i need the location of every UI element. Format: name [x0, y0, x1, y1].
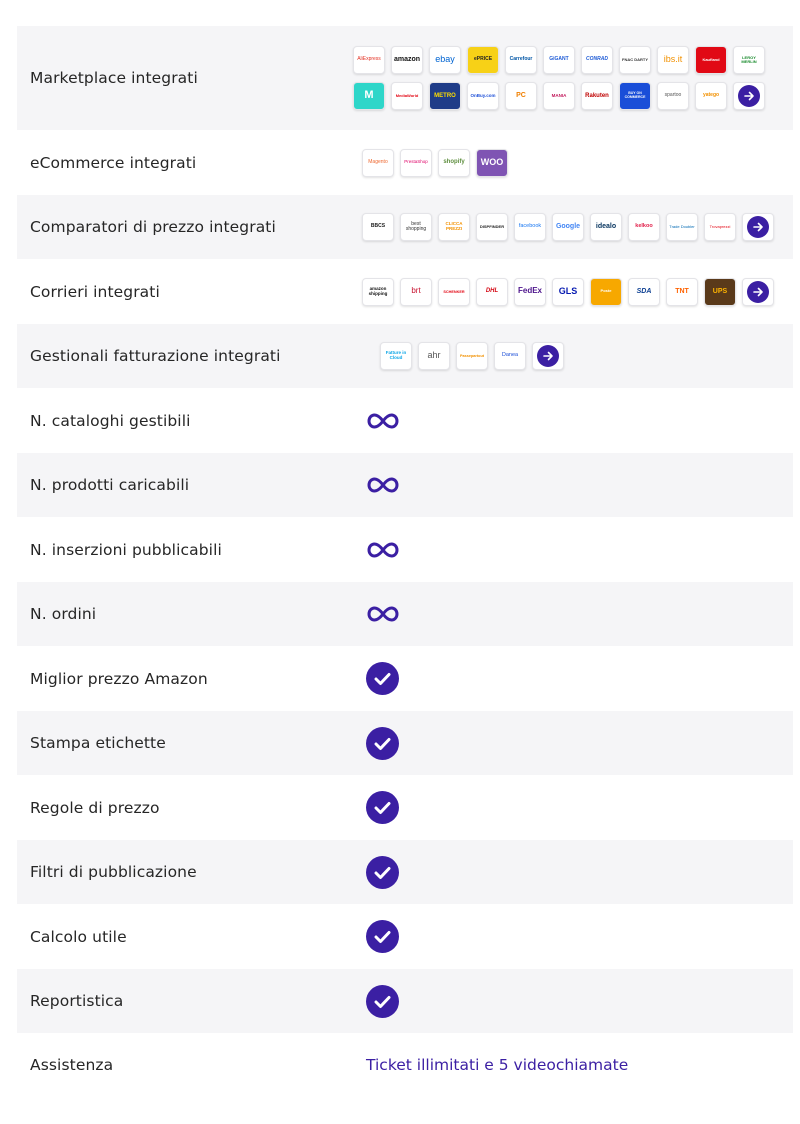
schenker-logo: SCHENKER: [438, 278, 470, 306]
infinity-icon: [366, 541, 400, 559]
aliexpress-logo: AliExpress: [353, 46, 385, 74]
marketplace-logos: [353, 46, 793, 110]
row-comparatori: [17, 195, 793, 259]
features-table: [17, 26, 793, 1097]
marketplace-more-button[interactable]: [733, 82, 765, 110]
row-label: Calcolo utile: [30, 927, 127, 946]
spartoo-logo: spartoo: [657, 82, 689, 110]
shopify-logo: shopify: [438, 149, 470, 177]
row-assistenza: [17, 1033, 793, 1097]
arrow-right-icon: [738, 85, 760, 107]
row-inserzioni: [17, 517, 793, 582]
facebook-logo: facebook: [514, 213, 546, 241]
row-prodotti: [17, 453, 793, 517]
row-label: Miglior prezzo Amazon: [30, 669, 208, 688]
dhl-logo: DHL: [476, 278, 508, 306]
arrow-right-icon: [537, 345, 559, 367]
row-gestionali: [17, 324, 793, 388]
row-stampa: [17, 711, 793, 775]
best-shopping-logo: best shopping: [400, 213, 432, 241]
row-label: N. ordini: [30, 605, 97, 623]
tradedoubler-logo: Trade Doubler: [666, 213, 698, 241]
row-label: eCommerce integrati: [30, 153, 197, 172]
corrieri-more-button[interactable]: [742, 278, 774, 306]
row-label: N. cataloghi gestibili: [30, 411, 191, 430]
buy-on-commerce-logo: BUY ON COMMERCE: [619, 82, 651, 110]
ecommerce-logos: [353, 149, 793, 177]
prestashop-logo: PrestaShop: [400, 149, 432, 177]
yatego-logo: yatego: [695, 82, 727, 110]
row-label: Regole di prezzo: [30, 798, 160, 817]
gigant-logo: GiGANT: [543, 46, 575, 74]
trovaprezzi-logo: Trovaprezzi: [704, 213, 736, 241]
danea-logo: Danea: [494, 342, 526, 370]
assistenza-value: Ticket illimitati e 5 videochiamate: [366, 1056, 629, 1074]
row-label: Marketplace integrati: [30, 69, 198, 87]
row-cataloghi: [17, 388, 793, 453]
comparatori-more-button[interactable]: [742, 213, 774, 241]
leroy-merlin-logo: LEROY MERLIN: [733, 46, 765, 74]
sda-logo: SDA: [628, 278, 660, 306]
tnt-logo: TNT: [666, 278, 698, 306]
arrow-right-icon: [747, 281, 769, 303]
row-label: N. prodotti caricabili: [30, 476, 190, 494]
mania-logo: MANIA: [543, 82, 575, 110]
check-circle-icon: [366, 727, 399, 760]
row-corrieri: [17, 259, 793, 324]
row-label: Filtri di pubblicazione: [30, 863, 197, 881]
row-ordini: [17, 582, 793, 646]
row-ecommerce: [17, 130, 793, 195]
dispfinder-logo: DISPFINDER: [476, 213, 508, 241]
clicca-prezzi-logo: CLICCA PREZZI: [438, 213, 470, 241]
onbuy-logo: OnBuy.com: [467, 82, 499, 110]
conrad-logo: CONRAD: [581, 46, 613, 74]
eprice-logo: ePRICE: [467, 46, 499, 74]
gestionali-more-button[interactable]: [532, 342, 564, 370]
idealo-logo: idealo: [590, 213, 622, 241]
ebay-logo: ebay: [429, 46, 461, 74]
row-label: Reportistica: [30, 992, 124, 1010]
ibs-logo: ibs.it: [657, 46, 689, 74]
check-circle-icon: [366, 662, 399, 695]
magento-logo: Magento: [362, 149, 394, 177]
amazon-shipping-logo: amazon shipping: [362, 278, 394, 306]
check-circle-icon: [366, 791, 399, 824]
ups-logo: UPS: [704, 278, 736, 306]
row-reportistica: [17, 969, 793, 1033]
corrieri-logos: [353, 278, 793, 306]
passepartout-logo: Passepartout: [456, 342, 488, 370]
infinity-icon: [366, 476, 400, 494]
row-marketplace: [17, 26, 793, 130]
comparatori-logos: [353, 213, 793, 241]
infinity-icon: [366, 412, 400, 430]
check-circle-icon: [366, 920, 399, 953]
infinity-icon: [366, 605, 400, 623]
amazon-logo: amazon: [391, 46, 423, 74]
gestionali-logos: [353, 342, 793, 370]
check-circle-icon: [366, 856, 399, 889]
pc-logo: PC: [505, 82, 537, 110]
arrow-right-icon: [747, 216, 769, 238]
fedex-logo: FedEx: [514, 278, 546, 306]
row-label: Corrieri integrati: [30, 282, 160, 301]
kelkoo-logo: kelkoo: [628, 213, 660, 241]
carrefour-logo: Carrefour: [505, 46, 537, 74]
row-miglior-prezzo: [17, 646, 793, 711]
row-label: Gestionali fatturazione integrati: [30, 347, 281, 365]
brt-logo: brt: [400, 278, 432, 306]
google-logo: Google: [552, 213, 584, 241]
row-label: Stampa etichette: [30, 734, 166, 752]
gls-logo: GLS: [552, 278, 584, 306]
poste-logo: Poste: [590, 278, 622, 306]
metro-logo: METRO: [429, 82, 461, 110]
row-calcolo: [17, 904, 793, 969]
check-circle-icon: [366, 985, 399, 1018]
row-filtri: [17, 840, 793, 904]
row-regole: [17, 775, 793, 840]
bbcs-logo: BBCS: [362, 213, 394, 241]
woocommerce-logo: WOO: [476, 149, 508, 177]
row-label: Assistenza: [30, 1056, 114, 1074]
fnac-darty-logo: FNAC DARTY: [619, 46, 651, 74]
mediaworld-logo: MediaWorld: [391, 82, 423, 110]
row-label: Comparatori di prezzo integrati: [30, 218, 276, 236]
ahr-logo: ahr: [418, 342, 450, 370]
m-logo: M: [353, 82, 385, 110]
row-label: N. inserzioni pubblicabili: [30, 540, 222, 559]
kaufland-logo: Kaufland: [695, 46, 727, 74]
fatture-in-cloud-logo: Fatture in Cloud: [380, 342, 412, 370]
rakuten-logo: Rakuten: [581, 82, 613, 110]
